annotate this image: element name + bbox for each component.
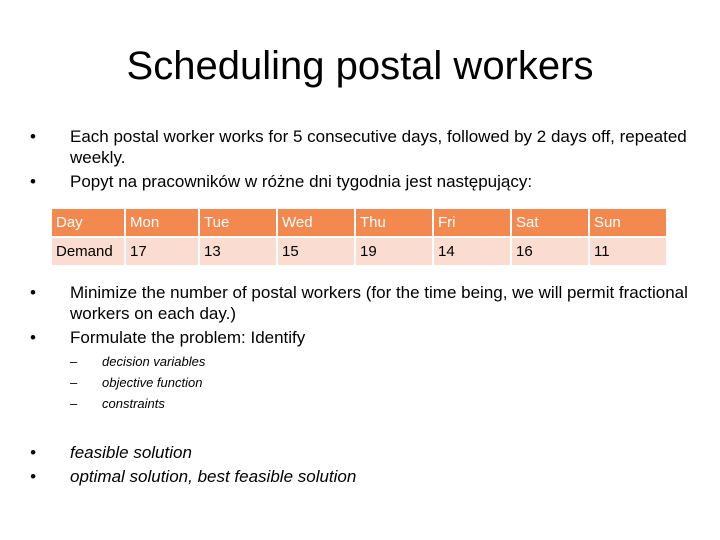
bullet-text: feasible solution <box>70 443 192 462</box>
table-row <box>52 238 666 265</box>
sub-bullet-text: constraints <box>102 396 165 411</box>
sub-bullet-item <box>30 351 700 372</box>
bullet-glyph: • <box>30 328 36 347</box>
bullet-glyph: • <box>30 443 36 462</box>
bullet-text: Popyt na pracowników w różne dni tygodnia jest następujący: <box>70 172 533 191</box>
table-header-cell: Sun <box>590 209 666 236</box>
table-header-cell: Day <box>52 209 124 236</box>
bullet-glyph: • <box>30 283 36 302</box>
table-header-cell: Tue <box>200 209 276 236</box>
table-cell: Demand <box>52 238 124 265</box>
bullet-item <box>30 442 690 463</box>
bullet-list-top <box>30 126 690 195</box>
demand-table <box>50 207 668 267</box>
bullet-item <box>30 126 690 168</box>
bullet-text: Minimize the number of postal workers (for the time being, we will permit fractional workers on each day.) <box>70 283 688 323</box>
bullet-glyph: • <box>30 127 36 146</box>
bullet-text: Each postal worker works for 5 consecutive days, followed by 2 days off, repeated weekly. <box>70 127 687 167</box>
table-cell: 11 <box>590 238 666 265</box>
table-header-cell: Sat <box>512 209 588 236</box>
bullet-item <box>30 171 690 192</box>
table-header-cell: Thu <box>356 209 432 236</box>
bullet-item <box>30 466 690 487</box>
table-header-cell: Fri <box>434 209 510 236</box>
sub-bullet-dash: – <box>70 375 78 390</box>
sub-bullet-text: objective function <box>102 375 203 390</box>
bullet-list-middle <box>30 282 700 414</box>
bullet-glyph: • <box>30 467 36 486</box>
table-header-cell: Wed <box>278 209 354 236</box>
table-cell: 19 <box>356 238 432 265</box>
bullet-text: optimal solution, best feasible solution <box>70 467 357 486</box>
sub-bullet-text: decision variables <box>102 354 206 369</box>
bullet-item <box>30 282 700 324</box>
bullet-list-bottom <box>30 442 690 490</box>
sub-bullet-dash: – <box>70 354 78 369</box>
table-cell: 14 <box>434 238 510 265</box>
sub-bullet-item <box>30 393 700 414</box>
table-cell: 17 <box>126 238 198 265</box>
table-cell: 16 <box>512 238 588 265</box>
table-header-cell: Mon <box>126 209 198 236</box>
table-cell: 13 <box>200 238 276 265</box>
table-header-row <box>52 209 666 236</box>
bullet-text: Formulate the problem: Identify <box>70 328 306 347</box>
table-cell: 15 <box>278 238 354 265</box>
sub-bullet-dash: – <box>70 396 78 411</box>
slide-title: Scheduling postal workers <box>126 44 594 88</box>
bullet-item <box>30 327 700 348</box>
bullet-glyph: • <box>30 172 36 191</box>
sub-bullet-item <box>30 372 700 393</box>
